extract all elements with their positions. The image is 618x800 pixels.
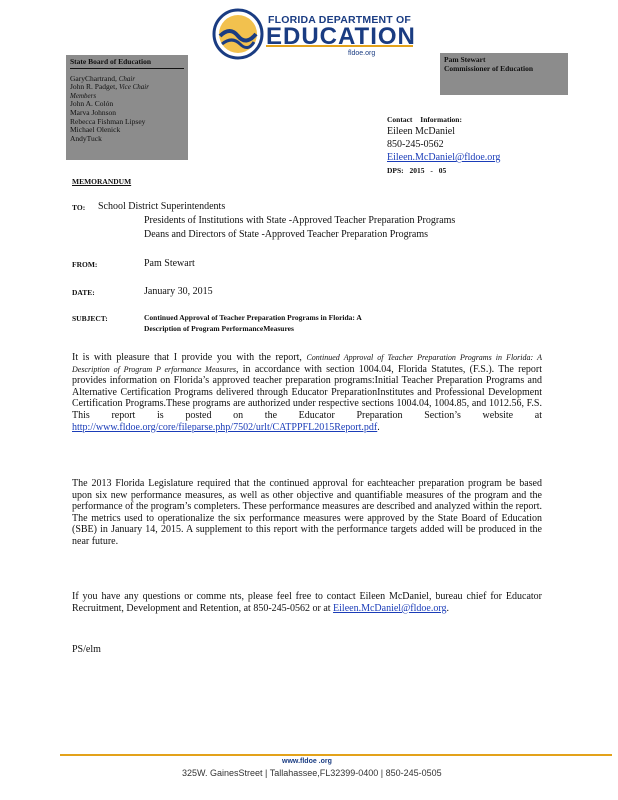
state-board-title: State Board of Education	[70, 58, 184, 69]
to-label: TO:	[72, 203, 86, 212]
state-board-box	[66, 55, 188, 160]
from-value: Pam Stewart	[144, 258, 195, 269]
subject-line-1: Continued Approval of Teacher Preparation Programs in Florida: A	[144, 313, 362, 322]
commissioner-name: Pam Stewart	[444, 55, 486, 64]
logo-line1: FLORIDA DEPARTMENT OF	[268, 14, 412, 26]
initials: PS/elm	[72, 644, 101, 655]
report-link[interactable]: http://www.fldoe.org/core/fileparse.php/7502/urlt/CATPPFL2015Report.pdf	[72, 421, 378, 433]
board-member: Rebecca Fishman Lipsey	[70, 116, 146, 126]
commissioner-box	[440, 53, 568, 95]
footer-website: www.fldoe .org	[282, 758, 332, 765]
dps-number: DPS: 2015 - 05	[387, 166, 447, 175]
to-line-1: School District Superintendents	[98, 201, 226, 212]
board-member: Marva Johnson	[70, 107, 117, 117]
to-line-2: Presidents of Institutions with State -Approved Teacher Preparation Programs	[144, 215, 456, 226]
to-line-3: Deans and Directors of State -Approved Teacher Preparation Programs	[144, 229, 429, 240]
contact-phone: 850-245-0562	[387, 139, 444, 150]
date-label: DATE:	[72, 288, 95, 297]
commissioner-title: Commissioner of Education	[444, 63, 534, 73]
contact-info	[387, 115, 567, 177]
board-member: Michael Olenick	[70, 125, 121, 135]
fldoe-logo	[208, 6, 418, 62]
subject-label: SUBJECT:	[72, 314, 108, 323]
date-value: January 30, 2015	[144, 286, 213, 297]
contact-label: Contact Information:	[387, 115, 462, 124]
body-paragraph-3: If you have any questions or comme nts, please feel free to contact Eileen McDaniel, bureau chief for Educator Recruitment, Development and Retention, at 850-245-0562 or at Eileen.McDaniel@fldoe.org.	[72, 591, 542, 614]
board-members-label: Members	[70, 91, 97, 100]
contact-email-link-body[interactable]: Eileen.McDaniel@fldoe.org	[333, 602, 447, 614]
footer-divider	[60, 754, 612, 756]
board-member: AndyTuck	[70, 133, 102, 143]
contact-email-link[interactable]: Eileen.McDaniel@fldoe.org	[387, 152, 501, 163]
board-member: John R. Padget, Vice Chair	[70, 82, 149, 92]
contact-name: Eileen McDaniel	[387, 126, 456, 137]
report-title: Continued Approval of Teacher Preparation Programs in Florida: A Description of Program P erformance Measures	[72, 353, 542, 374]
logo-line3: fldoe.org	[348, 50, 376, 57]
body-paragraph-2: The 2013 Florida Legislature required that the continued approval for eachteacher preparation program be based upon six new performance measures, as well as other objective and quantifiable measures of the program and the performance of the program’s completers. These performance measures are described and analyzed within the report. The metrics used to operationalize the six performance measures were approved by the State Board of Education (SBE) in January 14, 2015. A supplement to this report with the performance targets added will be produced in the near future.	[72, 478, 542, 547]
footer-address: 325W. GainesStreet | Tallahassee,FL32399-0400 | 850-245-0505	[182, 768, 442, 778]
body-paragraph-1: It is with pleasure that I provide you with the report, Continued Approval of Teacher Preparation Programs in Florida: A Description of Program P erformance Measures, in accordance with section 1004.04, Florida Statutes, (F.S.). The report provides information on Florida’s approved teacher preparation programs:Initial Teacher Preparation Programs and Alternative Certification Programs delivered through Educator PreparationInstitutes and Professional Development Certification Programs.These programs are authorized under respective sections 1004.04, 1004.85, and 1012.56, F.S. This report is posted on the Educator Preparation Section’s website at http://www.fldoe.org/core/fileparse.php/7502/urlt/CATPPFL2015Report.pdf.	[72, 352, 542, 433]
logo-line2: EDUCATION	[266, 23, 416, 50]
memorandum-heading: MEMORANDUM	[72, 177, 132, 186]
from-label: FROM:	[72, 260, 98, 269]
subject-line-2: Description of Program PerformanceMeasures	[144, 324, 294, 333]
board-member: GaryChartrand, Chair	[70, 73, 136, 83]
board-member: John A. Colón	[70, 99, 114, 109]
board-member-list	[70, 75, 184, 144]
